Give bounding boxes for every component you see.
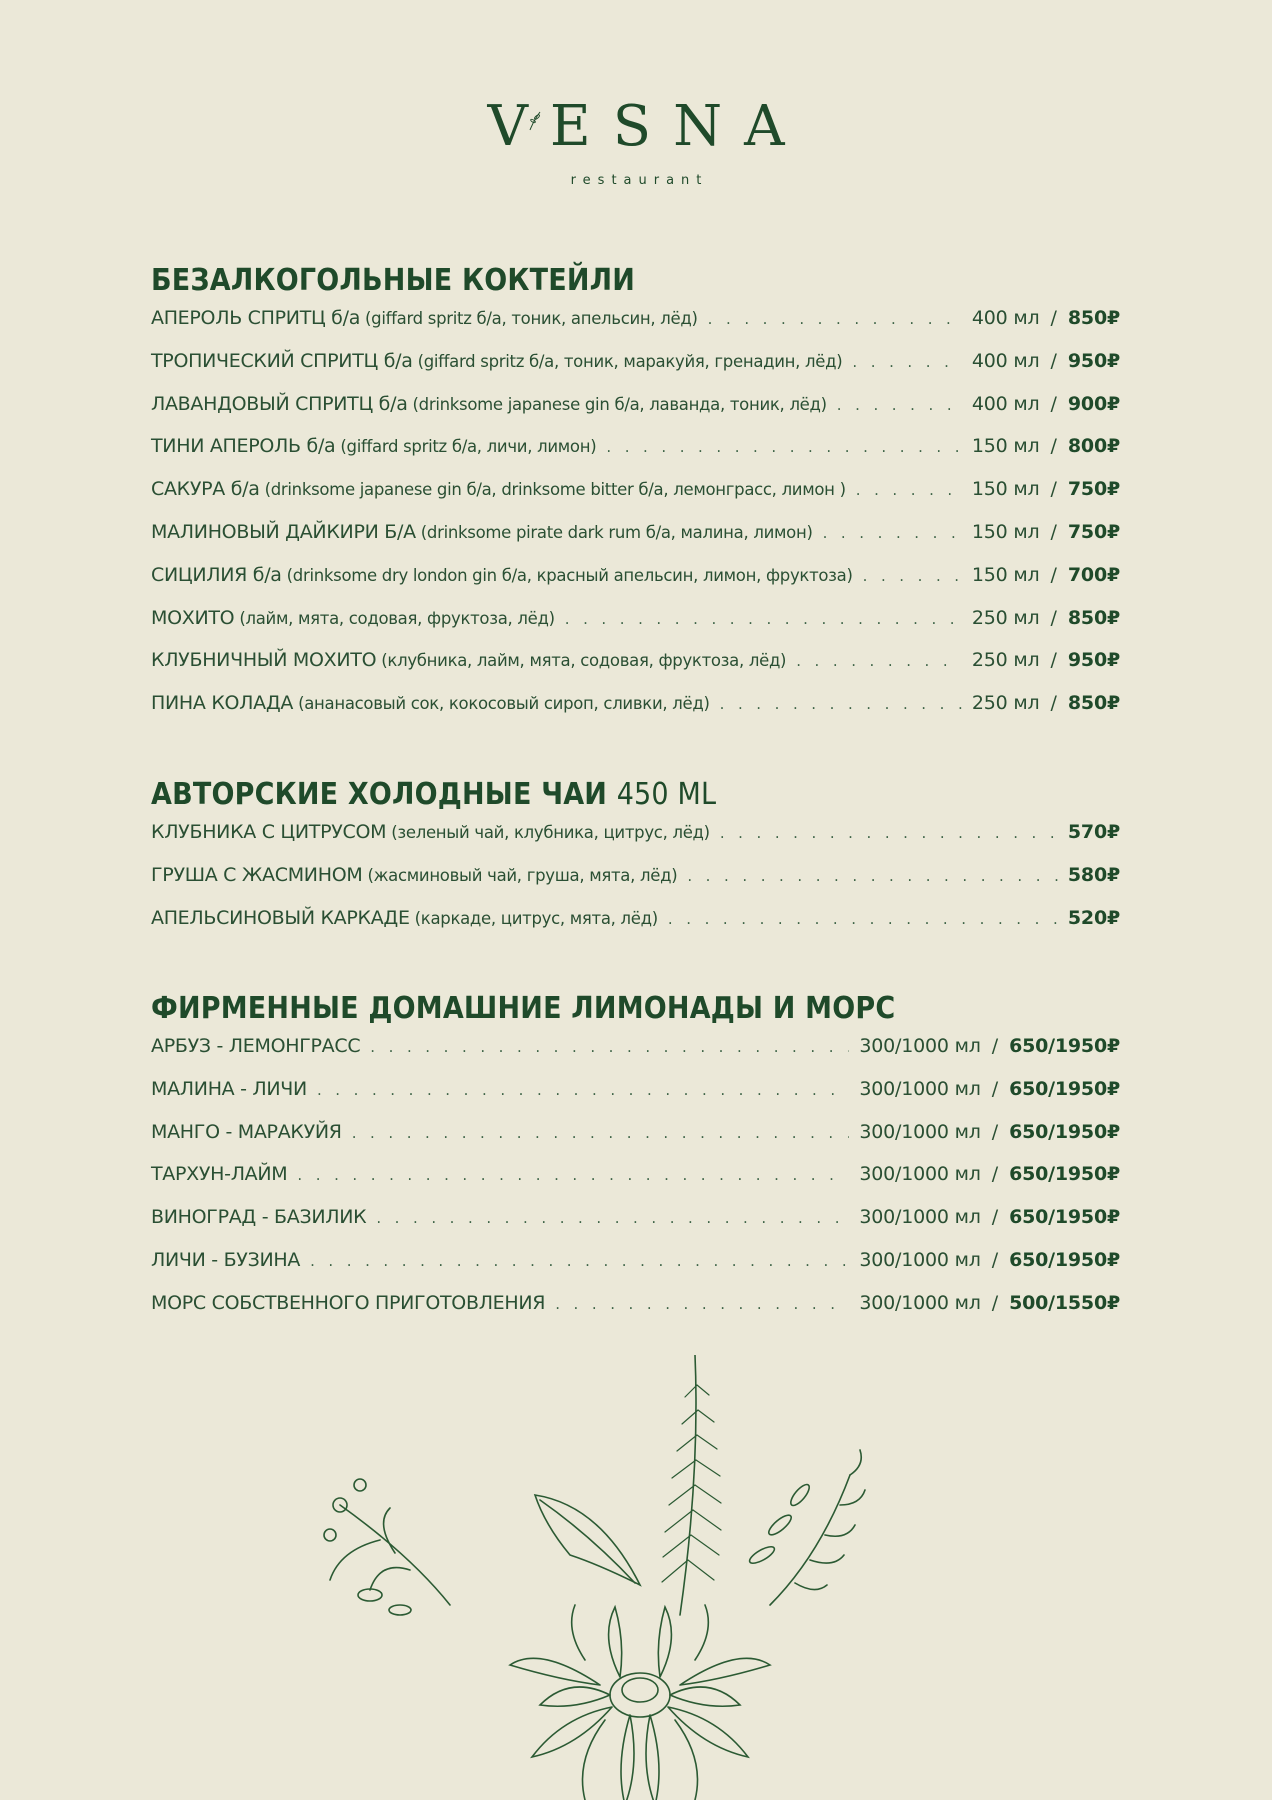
menu-item-name: САКУРА б/а	[151, 478, 260, 501]
menu-item	[151, 1121, 1120, 1164]
separator: /	[1050, 307, 1057, 329]
section-title-volume: 450 ML	[616, 777, 717, 812]
dot-leader	[823, 524, 962, 542]
section-lemonades	[151, 991, 1120, 1335]
menu-item	[151, 307, 1120, 350]
separator: /	[991, 1077, 999, 1100]
menu-item-description: (giffard spritz б/а, тоник, апельсин, лёд)	[365, 309, 698, 328]
separator: /	[1050, 692, 1057, 715]
dot-leader	[837, 396, 962, 414]
menu-item-volume: 250 мл	[971, 606, 1040, 629]
section-title: ФИРМЕННЫЕ ДОМАШНИЕ ЛИМОНАДЫ И МОРС	[151, 991, 896, 1026]
menu-item-name: МОРС СОБСТВЕННОГО ПРИГОТОВЛЕНИЯ	[151, 1291, 546, 1314]
dot-leader	[352, 1124, 850, 1142]
dot-leader	[796, 652, 962, 670]
menu-item-description: (клубника, лайм, мята, содовая, фруктоза, лёд)	[381, 651, 787, 671]
separator: /	[991, 1248, 999, 1271]
menu-item-description: (ананасовый сок, кокосовый сироп, сливки, лёд)	[298, 694, 710, 714]
menu-item-volume: 400 мл	[971, 349, 1040, 372]
section-nonalcoholic-cocktails	[151, 263, 1120, 735]
menu-item-name: ГРУША С ЖАСМИНОМ	[151, 863, 363, 886]
section-title	[151, 777, 1120, 821]
separator: /	[991, 1035, 999, 1057]
menu-item	[151, 1292, 1120, 1335]
menu-item-price: 850₽	[1067, 692, 1120, 715]
dot-leader	[310, 1252, 849, 1270]
dot-leader	[863, 567, 962, 585]
dot-leader	[376, 1209, 849, 1227]
menu-item-price: 570₽	[1067, 821, 1120, 843]
menu-item-description: (drinksome dry london gin б/а, красный апельсин, лимон, фруктоза)	[286, 565, 853, 585]
menu-item-name: ТАРХУН-ЛАЙМ	[151, 1163, 288, 1186]
separator: /	[1050, 606, 1057, 629]
menu-item	[151, 393, 1120, 436]
menu-item-price: 800₽	[1067, 435, 1120, 458]
menu-item-price: 650/1950₽	[1009, 1120, 1120, 1143]
menu-item-price: 520₽	[1067, 906, 1120, 929]
menu-item-name: МАЛИНОВЫЙ ДАЙКИРИ Б/А	[151, 520, 416, 543]
menu-item-volume: 250 мл	[971, 649, 1040, 672]
menu-item-price: 900₽	[1067, 392, 1120, 415]
menu-item-volume: 150 мл	[971, 520, 1040, 543]
menu-item	[151, 607, 1120, 650]
menu-item-description: (giffard spritz б/а, тоник, маракуйя, гренадин, лёд)	[417, 351, 843, 371]
section-cold-teas	[151, 777, 1120, 949]
dot-leader	[606, 438, 962, 456]
menu-item-description: (drinksome japanese gin б/а, drinksome bitter б/а, лемонграсс, лимон )	[264, 480, 846, 500]
menu-item-price: 650/1950₽	[1009, 1035, 1120, 1057]
menu-item-description: (drinksome pirate dark rum б/а, малина, лимон)	[420, 522, 813, 542]
menu-item-price: 650/1950₽	[1009, 1077, 1120, 1100]
menu-item-description: (giffard spritz б/а, личи, лимон)	[340, 437, 597, 457]
menu-item-price: 650/1950₽	[1009, 1248, 1120, 1271]
menu-item-name: КЛУБНИЧНЫЙ МОХИТО	[151, 649, 377, 672]
menu-item-name: МАЛИНА - ЛИЧИ	[151, 1077, 307, 1100]
menu-item-name: АПЕЛЬСИНОВЫЙ КАРКАДЕ	[151, 906, 410, 929]
menu-item-name: ВИНОГРАД - БАЗИЛИК	[151, 1206, 367, 1229]
menu-item	[151, 1163, 1120, 1206]
menu-item	[151, 821, 1120, 864]
menu-item-name: ПИНА КОЛАДА	[151, 692, 294, 715]
separator: /	[991, 1120, 999, 1143]
brand-subtitle: restaurant	[570, 173, 709, 188]
menu-item-volume: 400 мл	[971, 307, 1040, 329]
separator: /	[1050, 435, 1057, 458]
dot-leader	[668, 910, 1058, 928]
menu-item-volume: 150 мл	[971, 563, 1040, 586]
menu-item-volume: 150 мл	[971, 435, 1040, 458]
menu-item-price: 950₽	[1067, 649, 1120, 672]
menu-item-price: 650/1950₽	[1009, 1163, 1120, 1186]
separator: /	[991, 1206, 999, 1229]
brand-name: VESNA	[487, 94, 807, 159]
menu-item-volume: 300/1000 мл	[859, 1206, 981, 1229]
menu-item-volume: 150 мл	[971, 478, 1040, 501]
dot-leader	[852, 353, 962, 371]
leaf-sprig-icon	[528, 110, 542, 132]
dot-leader	[708, 310, 962, 328]
menu-item	[151, 478, 1120, 521]
dot-leader	[687, 867, 1058, 885]
dot-leader	[565, 610, 962, 628]
menu-item-volume: 300/1000 мл	[859, 1077, 981, 1100]
separator: /	[991, 1291, 999, 1314]
menu-item-volume: 300/1000 мл	[859, 1291, 981, 1314]
menu-item-name: МОХИТО	[151, 606, 235, 629]
menu-item-volume: 300/1000 мл	[859, 1163, 981, 1186]
section-title-text: АВТОРСКИЕ ХОЛОДНЫЕ ЧАИ	[151, 777, 608, 812]
menu-item-volume: 300/1000 мл	[859, 1248, 981, 1271]
menu-item-name: МАНГО - МАРАКУЙЯ	[151, 1120, 342, 1143]
menu-item-name: ТИНИ АПЕРОЛЬ б/а	[151, 435, 336, 458]
menu-item-description: (зеленый чай, клубника, цитрус, лёд)	[391, 823, 710, 842]
menu-item	[151, 435, 1120, 478]
section-title: БЕЗАЛКОГОЛЬНЫЕ КОКТЕЙЛИ	[151, 263, 636, 298]
menu-item-price: 750₽	[1067, 520, 1120, 543]
menu-item-price: 950₽	[1067, 349, 1120, 372]
menu-item-name: КЛУБНИКА С ЦИТРУСОМ	[151, 821, 387, 843]
menu-item-price: 850₽	[1067, 307, 1120, 329]
separator: /	[1050, 392, 1057, 415]
dot-leader	[720, 824, 1058, 842]
menu-item	[151, 907, 1120, 950]
menu-item-price: 500/1550₽	[1009, 1291, 1120, 1314]
separator: /	[991, 1163, 999, 1186]
dot-leader	[370, 1038, 849, 1056]
menu-item-volume: 400 мл	[971, 392, 1040, 415]
menu-item-name: ТРОПИЧЕСКИЙ СПРИТЦ б/а	[151, 349, 413, 372]
separator: /	[1050, 478, 1057, 501]
menu-item-name: ЛАВАНДОВЫЙ СПРИТЦ б/а	[151, 392, 408, 415]
menu-item-description: (каркаде, цитрус, мята, лёд)	[414, 908, 658, 928]
dot-leader	[720, 695, 962, 713]
menu-item-price: 700₽	[1067, 563, 1120, 586]
dot-leader	[555, 1295, 849, 1313]
floral-illustration	[300, 1355, 920, 1800]
menu-item	[151, 1078, 1120, 1121]
dot-leader	[317, 1081, 849, 1099]
menu-item-price: 750₽	[1067, 478, 1120, 501]
menu-item	[151, 350, 1120, 393]
menu-item	[151, 864, 1120, 907]
separator: /	[1050, 349, 1057, 372]
menu-item	[151, 521, 1120, 564]
separator: /	[1050, 563, 1057, 586]
menu-item-price: 850₽	[1067, 606, 1120, 629]
dot-leader	[297, 1166, 849, 1184]
menu-item-volume: 300/1000 мл	[859, 1120, 981, 1143]
menu-item	[151, 1206, 1120, 1249]
menu-item-description: (drinksome japanese gin б/а, лаванда, тоник, лёд)	[412, 394, 827, 414]
menu-item-name: ЛИЧИ - БУЗИНА	[151, 1248, 301, 1271]
menu-item	[151, 649, 1120, 692]
menu-item	[151, 1249, 1120, 1292]
separator: /	[1050, 649, 1057, 672]
menu-item-description: (жасминовый чай, груша, мята, лёд)	[367, 865, 678, 885]
menu-item-name: СИЦИЛИЯ б/а	[151, 563, 282, 586]
menu-item-volume: 300/1000 мл	[859, 1035, 981, 1057]
menu-item	[151, 564, 1120, 607]
menu-item	[151, 692, 1120, 735]
menu-item	[151, 1035, 1120, 1078]
menu-item-name: АПЕРОЛЬ СПРИТЦ б/а	[151, 307, 361, 329]
menu-item-description: (лайм, мята, содовая, фруктоза, лёд)	[239, 608, 555, 628]
separator: /	[1050, 520, 1057, 543]
menu-item-price: 580₽	[1067, 863, 1120, 886]
menu-item-volume: 250 мл	[971, 692, 1040, 715]
menu-item-name: АРБУЗ - ЛЕМОНГРАСС	[151, 1035, 361, 1057]
restaurant-logo	[0, 94, 1272, 188]
dot-leader	[856, 481, 962, 499]
menu-item-price: 650/1950₽	[1009, 1206, 1120, 1229]
